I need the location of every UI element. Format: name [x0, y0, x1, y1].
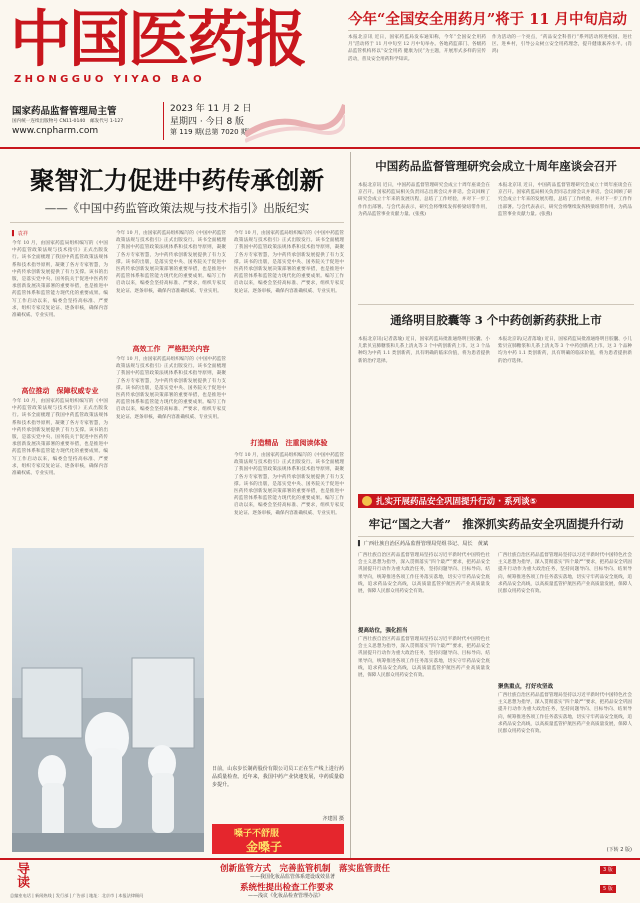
right-subhead-3a: 提高站位，强化担当 — [358, 628, 408, 634]
masthead-title: 中国医药报 — [10, 4, 306, 75]
photo-caption: 日前，山东步长制药股份有限公司员工正在生产线上进行药品质量检查。近年来，我国中药产业快速发展，中药质量稳步提升。 — [212, 766, 344, 788]
ad-box[interactable] — [212, 824, 344, 854]
post-code: 邮发代号 1-127 — [90, 119, 124, 124]
series-banner — [358, 494, 634, 508]
footer-item-2-sub: ——浅议《化妆品检查管理办法》 — [248, 893, 324, 899]
section-heading-3: 打造精品 注重阅读体验 — [250, 438, 328, 447]
issue-number: 第 119 期(总第 7020 期) — [170, 128, 251, 136]
photo-credit: 齐建国 摄 — [322, 816, 344, 822]
publisher-label: 国家药品监督管理局主管 — [12, 106, 117, 117]
right-headline-1[interactable]: 中国药品监督管理研究会成立十周年座谈会召开 — [375, 159, 617, 173]
main-col-3b: 今年 10 月，由国家药监局组织编写的《中国中药监管政策法规与技术指引》正式出版发行。该书全面梳理了我国中药监管政策法规体系和技术指导原则，凝聚了各方专家智慧，为中药传承创新发展提供了有力支撑。该书的出版，是落实党中央、国务院关于促进中医药传承创新发展决策部署的重要举措，也是推进中药监管体系和监管能力现代化的重要成果。编写工作启动以来，编委会坚持高标准、严要求，组织专家反复论证、逐条审核，确保内容准确权威、专业实用。 — [234, 453, 344, 516]
masthead-pinyin: ZHONGGUO YIYAO BAO — [14, 74, 206, 85]
ad-slogan: 嗓子不舒服 — [234, 829, 280, 839]
footer-item-1-page[interactable]: 3 版 — [600, 866, 616, 874]
right-text-1b: 本报北京讯 近日，中国药品监督管理研究会成立十周年座谈会在京召开。国家药监局相关负责同志出席会议并讲话。会议回顾了研究会成立十年来的发展历程，总结了工作经验，并对下一步工作作出部署。与会代表表示，研究会将继续发挥桥梁纽带作用，为药品监管事业贡献力量。(张燕) — [498, 183, 632, 217]
right-subhead-3b: 聚焦重点，打好攻坚战 — [498, 684, 554, 690]
series-banner-text: 扎实开展药品安全巩固提升行动 · 系列谈⑤ — [376, 497, 537, 507]
main-col-1b: 今年 10 月，由国家药监局组织编写的《中国中药监管政策法规与技术指引》正式出版发行。该书全面梳理了我国中药监管政策法规体系和技术指导原则，凝聚了各方专家智慧，为中药传承创新发展提供了有力支撑。该书的出版，是落实党中央、国务院关于促进中医药传承创新发展决策部署的重要举措，也是推进中药监管体系和监管能力现代化的重要成果。编写工作启动以来，编委会坚持高标准、严要求，组织专家反复论证、逐条审核，确保内容准确权威、专业实用。 — [12, 399, 108, 477]
right-headline-3[interactable]: 牢记“国之大者” 推深抓实药品安全巩固提升行动 — [368, 517, 624, 531]
right-text-3a: 广西壮族自治区药品监督管理局坚持以习近平新时代中国特色社会主义思想为指导，深入贯彻落实“四个最严”要求，把药品安全巩固提升行动作为重大政治任务，坚持问题导向、目标导向、结果导向，统筹推进各项工作任务落实落地，切实守牢药品安全底线，追求药品安全高线，以高质量监管护航医药产业高质量发展，保障人民群众用药安全有效。 — [358, 553, 490, 595]
section-heading-2: 高效工作 严格把关内容 — [132, 344, 210, 353]
right-text-3c: 广西壮族自治区药品监督管理局坚持以习近平新时代中国特色社会主义思想为指导，深入贯彻落实“四个最严”要求，把药品安全巩固提升行动作为重大政治任务，坚持问题导向、目标导向、结果导向，统筹推进各项工作任务落实落地，切实守牢药品安全底线，追求药品安全高线，以高质量监管护航医药产业高质量发展，保障人民群众用药安全有效。 — [498, 553, 632, 595]
globe-icon — [362, 496, 372, 506]
continue-note: (下转 2 版) — [606, 847, 632, 853]
right-text-2b: 本报北京讯(记者落瑜) 近日，国家药监局批准通络明目胶囊、小儿紫贝宣肺糖浆和儿茶上清丸等 3 个中药创新药上市。这 3 个品种均为中药 1.1 类创新药，具有明确的临床价值，将为患者提供新的治疗选择。 — [498, 337, 632, 364]
main-col-3a: 今年 10 月，由国家药监局组织编写的《中国中药监管政策法规与技术指引》正式出版发行。该书全面梳理了我国中药监管政策法规体系和技术指导原则，凝聚了各方专家智慧，为中药传承创新发展提供了有力支撑。该书的出版，是落实党中央、国务院关于促进中医药传承创新发展决策部署的重要举措，也是推进中药监管体系和监管能力现代化的重要成果。编写工作启动以来，编委会坚持高标准、严要求，组织专家反复论证、逐条审核，确保内容准确权威、专业实用。 — [234, 231, 344, 294]
footer-item-2-title: 系统性提出检查工作要求 — [240, 883, 334, 893]
main-subhead: ——《中国中药监管政策法规与技术指引》出版纪实 — [44, 201, 310, 215]
masthead-graphic — [245, 95, 345, 143]
author-tag-3: ▌ 广西壮族自治区药品监督管理局党组书记、局长 黄斌 — [358, 541, 489, 547]
right-headline-2[interactable]: 通络明目胶囊等 3 个中药创新药获批上市 — [390, 313, 602, 327]
top-article-text: 本报北京讯 近日，国家药监局发布通知称，今年“全国安全用药月”活动将于 11 月中旬至 12 月中旬举办。各地药监部门、各级药品监管机构将以“安全用药 健康为民”为主题，开展形式多样的宣传活动，普及安全用药科学知识。 — [348, 35, 486, 62]
site-url[interactable]: www.cnpharm.com — [12, 126, 99, 136]
footer-item-1[interactable] — [40, 862, 640, 880]
right-text-3d: 广西壮族自治区药品监督管理局坚持以习近平新时代中国特色社会主义思想为指导，深入贯彻落实“四个最严”要求，把药品安全巩固提升行动作为重大政治任务，坚持问题导向、目标导向、结果导向，统筹推进各项工作任务落实落地，切实守牢药品安全底线，追求药品安全高线，以高质量监管护航医药产业高质量发展，保障人民群众用药安全有效。 — [498, 693, 632, 735]
top-article-text-2: 作为活动的一个亮点，“药品安全科普行”系列活动将进校园、进社区、进乡村，引导公众树立安全用药理念，提升健康素养水平。(肖鸿) — [492, 35, 632, 55]
footer-item-1-title: 创新监管方式 完善监管机制 落实监管责任 — [220, 864, 391, 874]
right-text-1a: 本报北京讯 近日，中国药品监督管理研究会成立十周年座谈会在京召开。国家药监局相关负责同志出席会议并讲话。会议回顾了研究会成立十年来的发展历程，总结了工作经验，并对下一步工作作出部署。与会代表表示，研究会将继续发挥桥梁纽带作用，为药品监管事业贡献力量。(张燕) — [358, 183, 490, 217]
section-heading-1: 高位推动 保障权威专业 — [21, 386, 99, 395]
footer-item-1-sub: ——我国化妆品监管体系建设成效显著 — [250, 874, 336, 880]
main-photo — [12, 548, 204, 852]
right-text-2a: 本报北京讯(记者落瑜) 近日，国家药监局批准通络明目胶囊、小儿紫贝宣肺糖浆和儿茶上清丸等 3 个中药创新药上市。这 3 个品种均为中药 1.1 类创新药，具有明确的临床价值，将为患者提供新的治疗选择。 — [358, 337, 490, 364]
main-col-1a: 今年 10 月，由国家药监局组织编写的《中国中药监管政策法规与技术指引》正式出版发行。该书全面梳理了我国中药监管政策法规体系和技术指导原则，凝聚了各方专家智慧，为中药传承创新发展提供了有力支撑。该书的出版，是落实党中央、国务院关于促进中医药传承创新发展决策部署的重要举措，也是推进中药监管体系和监管能力现代化的重要成果。编写工作启动以来，编委会坚持高标准、严要求，组织专家反复论证、逐条审核，确保内容准确权威、专业实用。 — [12, 241, 108, 319]
issue-weekday: 星期四 · 今日 8 版 — [170, 117, 245, 127]
cn-code: 国内统一连续出版物号 CN11-0140 — [12, 119, 86, 124]
main-col-2b: 今年 10 月，由国家药监局组织编写的《中国中药监管政策法规与技术指引》正式出版发行。该书全面梳理了我国中药监管政策法规体系和技术指导原则，凝聚了各方专家智慧，为中药传承创新发展提供了有力支撑。该书的出版，是落实党中央、国务院关于促进中医药传承创新发展决策部署的重要举措，也是推进中药监管体系和监管能力现代化的重要成果。编写工作启动以来，编委会坚持高标准、严要求，组织专家反复论证、逐条审核，确保内容准确权威、专业实用。 — [116, 357, 226, 420]
footer-item-2-page[interactable]: 5 版 — [600, 885, 616, 893]
issue-date: 2023 年 11 月 2 日 — [170, 104, 252, 114]
ad-product: 金嗓子 — [246, 840, 283, 854]
main-headline[interactable]: 聚智汇力促进中药传承创新 — [30, 166, 324, 195]
top-headline[interactable]: 今年“全国安全用药月”将于 11 月中旬启动 — [348, 11, 627, 28]
main-col-2a: 今年 10 月，由国家药监局组织编写的《中国中药监管政策法规与技术指引》正式出版发行。该书全面梳理了我国中药监管政策法规体系和技术指导原则，凝聚了各方专家智慧，为中药传承创新发展提供了有力支撑。该书的出版，是落实党中央、国务院关于促进中医药传承创新发展决策部署的重要举措，也是推进中药监管体系和监管能力现代化的重要成果。编写工作启动以来，编委会坚持高标准、严要求，组织专家反复论证、逐条审核，确保内容准确权威、专业实用。 — [116, 231, 226, 294]
right-text-3b: 广西壮族自治区药品监督管理局坚持以习近平新时代中国特色社会主义思想为指导，深入贯彻落实“四个最严”要求，把药品安全巩固提升行动作为重大政治任务，坚持问题导向、目标导向、结果导向，统筹推进各项工作任务落实落地，切实守牢药品安全底线，追求药品安全高线，以高质量监管护航医药产业高质量发展，保障人民群众用药安全有效。 — [358, 637, 490, 679]
footer-guide-label: 导读 — [14, 862, 29, 888]
author-tag: ▌ 袁祥 — [12, 231, 29, 237]
bottom-info-bar: 总编室电话 | 新闻热线 | 发行部 | 广告部 | 地址：北京市 | 本报法律顾问 — [10, 893, 144, 898]
